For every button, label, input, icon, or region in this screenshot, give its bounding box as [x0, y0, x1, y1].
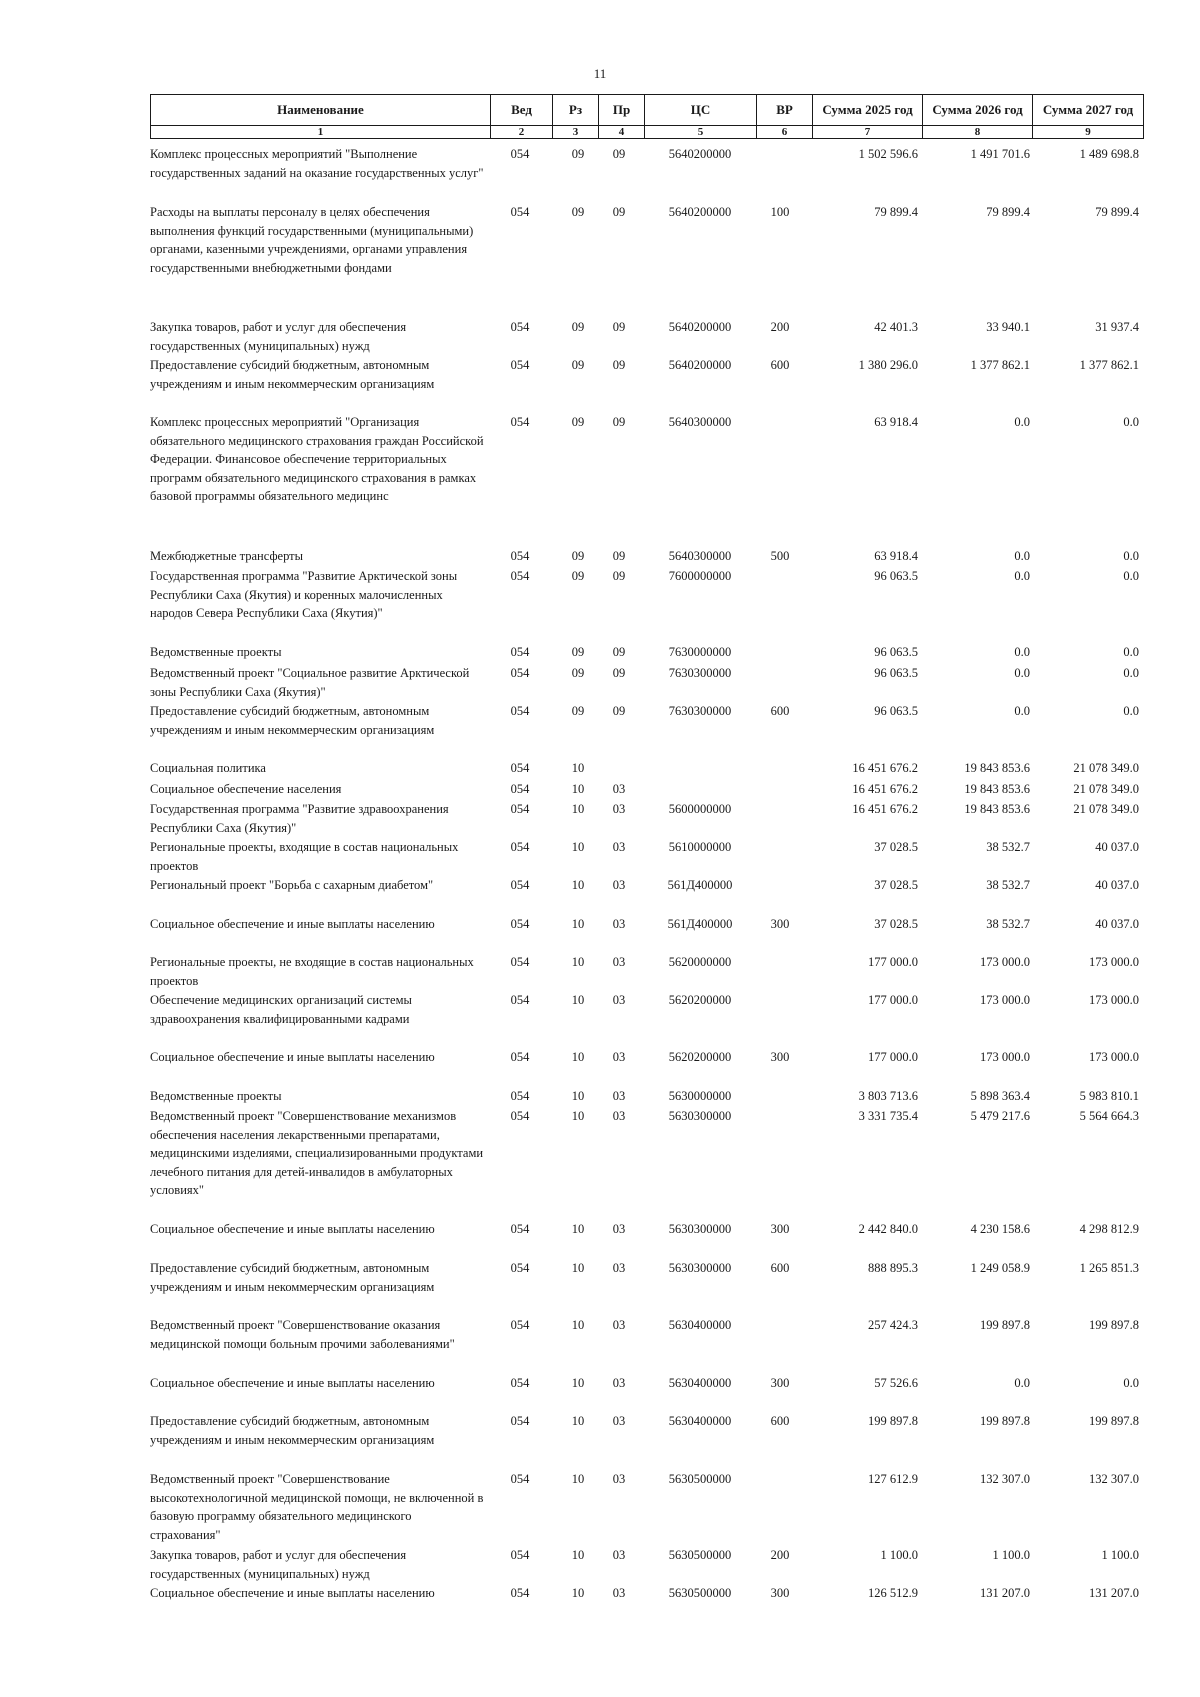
row-rz: 10	[571, 761, 585, 775]
row-sum-2025: 177 000.0	[868, 993, 918, 1007]
row-ved: 054	[510, 761, 530, 775]
row-sum-2026: 1 377 862.1	[970, 358, 1030, 372]
row-sum-2026: 33 940.1	[986, 320, 1030, 334]
row-vr: 600	[770, 704, 790, 718]
row-sum-2026: 0.0	[1014, 645, 1030, 659]
row-sum-2027: 79 899.4	[1095, 205, 1139, 219]
row-rz: 09	[571, 569, 585, 583]
row-name: Государственная программа "Развитие здравоохранения Республики Саха (Якутия)"	[150, 802, 449, 835]
row-sum-2027: 1 489 698.8	[1079, 147, 1139, 161]
header-sum-2025: Сумма 2025 год	[813, 95, 923, 126]
row-sum-2025: 42 401.3	[874, 320, 918, 334]
row-sum-2026: 0.0	[1014, 666, 1030, 680]
row-ved: 054	[510, 645, 530, 659]
row-sum-2025: 3 331 735.4	[858, 1109, 918, 1123]
row-sum-2027: 0.0	[1123, 415, 1139, 429]
row-vr: 200	[770, 320, 790, 334]
row-name: Ведомственный проект "Совершенствование механизмов обеспечения населения лекарственными препаратами, медицинскими изделиями, специализированными продуктами лечебного питания для детей-инвалидов в амбулаторных условиях"	[150, 1109, 484, 1197]
row-pr: 03	[612, 1376, 626, 1390]
row-sum-2027: 21 078 349.0	[1073, 761, 1139, 775]
row-pr: 03	[612, 993, 626, 1007]
header-sum-2027: Сумма 2027 год	[1033, 95, 1144, 126]
row-cs: 5640200000	[668, 358, 732, 372]
row-cs: 7600000000	[668, 569, 732, 583]
header-ved: Вед	[491, 95, 553, 126]
row-name: Предоставление субсидий бюджетным, автономным учреждениям и иным некоммерческим организациям	[150, 1261, 435, 1294]
row-sum-2026: 4 230 158.6	[970, 1222, 1030, 1236]
row-cs: 5640200000	[668, 320, 732, 334]
row-sum-2026: 173 000.0	[980, 1050, 1030, 1064]
row-sum-2025: 127 612.9	[868, 1472, 918, 1486]
row-vr: 500	[770, 549, 790, 563]
row-name: Социальное обеспечение и иные выплаты населению	[150, 1586, 435, 1600]
row-sum-2027: 5 983 810.1	[1079, 1089, 1139, 1103]
row-ved: 054	[510, 1318, 530, 1332]
row-ved: 054	[510, 415, 530, 429]
row-name: Региональные проекты, не входящие в состав национальных проектов	[150, 955, 474, 988]
row-sum-2026: 132 307.0	[980, 1472, 1030, 1486]
row-sum-2025: 199 897.8	[868, 1414, 918, 1428]
row-pr: 03	[612, 1472, 626, 1486]
row-sum-2025: 888 895.3	[868, 1261, 918, 1275]
row-sum-2027: 40 037.0	[1095, 878, 1139, 892]
row-name: Ведомственные проекты	[150, 1089, 282, 1103]
row-rz: 10	[571, 1050, 585, 1064]
row-ved: 054	[510, 666, 530, 680]
row-sum-2027: 21 078 349.0	[1073, 802, 1139, 816]
row-name: Государственная программа "Развитие Арктической зоны Республики Саха (Якутия) и коренных малочисленных народов Севера Республики Саха (Якутия)"	[150, 569, 458, 620]
row-rz: 10	[571, 1261, 585, 1275]
page-number: 11	[593, 66, 607, 81]
row-sum-2026: 19 843 853.6	[964, 802, 1030, 816]
row-sum-2026: 79 899.4	[986, 205, 1030, 219]
row-name: Ведомственный проект "Совершенствование высокотехнологичной медицинской помощи, не включенной в базовую программу обязательного медицинского страхования"	[150, 1472, 484, 1542]
row-sum-2025: 63 918.4	[874, 415, 918, 429]
header-rz: Рз	[553, 95, 599, 126]
row-rz: 09	[571, 549, 585, 563]
row-name: Предоставление субсидий бюджетным, автономным учреждениям и иным некоммерческим организациям	[150, 704, 435, 737]
row-sum-2026: 38 532.7	[986, 840, 1030, 854]
row-sum-2026: 38 532.7	[986, 917, 1030, 931]
row-sum-2026: 0.0	[1014, 704, 1030, 718]
row-ved: 054	[510, 1089, 530, 1103]
row-pr: 03	[612, 1222, 626, 1236]
row-rz: 10	[571, 1414, 585, 1428]
row-sum-2027: 0.0	[1123, 704, 1139, 718]
row-rz: 10	[571, 840, 585, 854]
row-rz: 10	[571, 802, 585, 816]
row-pr: 03	[612, 1089, 626, 1103]
row-ved: 054	[510, 993, 530, 1007]
row-cs: 5630400000	[668, 1414, 732, 1428]
row-sum-2026: 5 479 217.6	[970, 1109, 1030, 1123]
row-cs: 5630400000	[668, 1318, 732, 1332]
header-number: 8	[923, 126, 1033, 139]
row-name: Комплекс процессных мероприятий "Выполнение государственных заданий на оказание государственных услуг"	[150, 147, 484, 180]
row-sum-2026: 5 898 363.4	[970, 1089, 1030, 1103]
row-cs: 5630000000	[668, 1089, 732, 1103]
row-sum-2027: 1 265 851.3	[1079, 1261, 1139, 1275]
header-number: 4	[599, 126, 645, 139]
row-ved: 054	[510, 549, 530, 563]
row-pr: 09	[612, 569, 626, 583]
row-cs: 5620200000	[668, 1050, 732, 1064]
row-sum-2027: 40 037.0	[1095, 917, 1139, 931]
row-sum-2026: 131 207.0	[980, 1586, 1030, 1600]
row-rz: 09	[571, 704, 585, 718]
row-name: Закупка товаров, работ и услуг для обеспечения государственных (муниципальных) нужд	[150, 1548, 407, 1581]
row-rz: 10	[571, 1376, 585, 1390]
row-cs: 5630500000	[668, 1548, 732, 1562]
row-sum-2027: 199 897.8	[1089, 1318, 1139, 1332]
row-sum-2025: 16 451 676.2	[852, 782, 918, 796]
header-number: 3	[553, 126, 599, 139]
row-vr: 300	[770, 1050, 790, 1064]
row-sum-2027: 0.0	[1123, 549, 1139, 563]
row-pr: 09	[612, 415, 626, 429]
row-sum-2027: 0.0	[1123, 1376, 1139, 1390]
row-name: Социальная политика	[150, 761, 266, 775]
row-rz: 09	[571, 205, 585, 219]
row-sum-2027: 5 564 664.3	[1079, 1109, 1139, 1123]
row-sum-2025: 96 063.5	[874, 666, 918, 680]
row-vr: 300	[770, 1586, 790, 1600]
row-sum-2025: 16 451 676.2	[852, 802, 918, 816]
row-cs: 5630300000	[668, 1261, 732, 1275]
row-pr: 03	[612, 1050, 626, 1064]
row-sum-2027: 1 377 862.1	[1079, 358, 1139, 372]
row-sum-2026: 199 897.8	[980, 1318, 1030, 1332]
row-sum-2026: 1 249 058.9	[970, 1261, 1030, 1275]
row-cs: 5630400000	[668, 1376, 732, 1390]
row-sum-2027: 21 078 349.0	[1073, 782, 1139, 796]
row-pr: 03	[612, 878, 626, 892]
row-sum-2025: 3 803 713.6	[858, 1089, 918, 1103]
row-name: Социальное обеспечение и иные выплаты населению	[150, 917, 435, 931]
row-vr: 100	[770, 205, 790, 219]
row-sum-2026: 19 843 853.6	[964, 761, 1030, 775]
row-ved: 054	[510, 704, 530, 718]
row-rz: 10	[571, 1222, 585, 1236]
row-name: Ведомственный проект "Социальное развитие Арктической зоны Республики Саха (Якутия)"	[150, 666, 470, 699]
row-vr: 200	[770, 1548, 790, 1562]
row-pr: 09	[612, 549, 626, 563]
row-sum-2026: 0.0	[1014, 415, 1030, 429]
row-sum-2025: 63 918.4	[874, 549, 918, 563]
row-sum-2027: 0.0	[1123, 645, 1139, 659]
header-vr: ВР	[757, 95, 813, 126]
row-pr: 09	[612, 358, 626, 372]
row-sum-2026: 0.0	[1014, 569, 1030, 583]
header-number: 1	[151, 126, 491, 139]
row-name: Социальное обеспечение и иные выплаты населению	[150, 1050, 435, 1064]
row-name: Региональный проект "Борьба с сахарным диабетом"	[150, 878, 434, 892]
row-rz: 10	[571, 1472, 585, 1486]
row-sum-2025: 37 028.5	[874, 878, 918, 892]
row-sum-2026: 19 843 853.6	[964, 782, 1030, 796]
row-cs: 7630300000	[668, 666, 732, 680]
row-sum-2025: 1 502 596.6	[858, 147, 918, 161]
row-rz: 09	[571, 645, 585, 659]
row-ved: 054	[510, 1222, 530, 1236]
row-cs: 5620200000	[668, 993, 732, 1007]
row-cs: 561Д400000	[667, 878, 733, 892]
header-pr: Пр	[599, 95, 645, 126]
row-sum-2026: 173 000.0	[980, 993, 1030, 1007]
row-name: Социальное обеспечение населения	[150, 782, 342, 796]
row-vr: 300	[770, 1222, 790, 1236]
row-vr: 600	[770, 1414, 790, 1428]
row-ved: 054	[510, 569, 530, 583]
row-sum-2025: 57 526.6	[874, 1376, 918, 1390]
row-sum-2026: 1 491 701.6	[970, 147, 1030, 161]
row-sum-2027: 173 000.0	[1089, 993, 1139, 1007]
row-rz: 10	[571, 1109, 585, 1123]
row-vr: 600	[770, 1261, 790, 1275]
row-rz: 09	[571, 666, 585, 680]
row-sum-2025: 37 028.5	[874, 840, 918, 854]
row-ved: 054	[510, 878, 530, 892]
row-name: Предоставление субсидий бюджетным, автономным учреждениям и иным некоммерческим организациям	[150, 1414, 435, 1447]
row-ved: 054	[510, 802, 530, 816]
row-pr: 03	[612, 1261, 626, 1275]
row-sum-2027: 1 100.0	[1101, 1548, 1139, 1562]
row-pr: 09	[612, 205, 626, 219]
row-rz: 10	[571, 955, 585, 969]
row-ved: 054	[510, 1050, 530, 1064]
row-sum-2027: 31 937.4	[1095, 320, 1139, 334]
row-sum-2025: 177 000.0	[868, 1050, 918, 1064]
row-sum-2025: 2 442 840.0	[858, 1222, 918, 1236]
row-pr: 09	[612, 645, 626, 659]
row-ved: 054	[510, 955, 530, 969]
row-ved: 054	[510, 1414, 530, 1428]
row-ved: 054	[510, 147, 530, 161]
row-name: Межбюджетные трансферты	[150, 549, 304, 563]
row-pr: 03	[612, 1414, 626, 1428]
row-name: Комплекс процессных мероприятий "Организация обязательного медицинского страхования граждан Российской Федерации. Финансовое обеспечение территориальных программ обязательного медицинского страхования в рамках базовой программы обязательного медицинс	[150, 415, 484, 503]
row-rz: 10	[571, 782, 585, 796]
row-sum-2025: 37 028.5	[874, 917, 918, 931]
row-rz: 10	[571, 993, 585, 1007]
row-cs: 7630000000	[668, 645, 732, 659]
row-sum-2025: 1 380 296.0	[858, 358, 918, 372]
row-name: Социальное обеспечение и иные выплаты населению	[150, 1222, 435, 1236]
row-rz: 09	[571, 147, 585, 161]
row-pr: 03	[612, 802, 626, 816]
row-sum-2026: 0.0	[1014, 1376, 1030, 1390]
row-cs: 5640300000	[668, 549, 732, 563]
row-vr: 300	[770, 1376, 790, 1390]
row-name: Обеспечение медицинских организаций системы здравоохранения квалифицированными кадрами	[150, 993, 412, 1026]
row-name: Региональные проекты, входящие в состав национальных проектов	[150, 840, 459, 873]
row-pr: 09	[612, 147, 626, 161]
header-name: Наименование	[151, 95, 491, 126]
row-sum-2025: 257 424.3	[868, 1318, 918, 1332]
row-sum-2025: 96 063.5	[874, 569, 918, 583]
row-ved: 054	[510, 1586, 530, 1600]
row-cs: 561Д400000	[667, 917, 733, 931]
row-cs: 7630300000	[668, 704, 732, 718]
row-ved: 054	[510, 1376, 530, 1390]
row-rz: 10	[571, 1318, 585, 1332]
row-rz: 10	[571, 1548, 585, 1562]
row-ved: 054	[510, 782, 530, 796]
row-sum-2025: 177 000.0	[868, 955, 918, 969]
row-pr: 03	[612, 782, 626, 796]
row-cs: 5630500000	[668, 1472, 732, 1486]
row-name: Предоставление субсидий бюджетным, автономным учреждениям и иным некоммерческим организациям	[150, 358, 435, 391]
row-cs: 5640200000	[668, 147, 732, 161]
row-cs: 5610000000	[668, 840, 732, 854]
row-name: Социальное обеспечение и иные выплаты населению	[150, 1376, 435, 1390]
row-ved: 054	[510, 917, 530, 931]
row-ved: 054	[510, 1109, 530, 1123]
row-cs: 5640200000	[668, 205, 732, 219]
row-pr: 03	[612, 917, 626, 931]
row-rz: 09	[571, 320, 585, 334]
header-number: 2	[491, 126, 553, 139]
row-sum-2026: 173 000.0	[980, 955, 1030, 969]
row-sum-2027: 0.0	[1123, 666, 1139, 680]
row-name: Расходы на выплаты персоналу в целях обеспечения выполнения функций государственными (муниципальными) органами, казенными учреждениями, органами управления государственными внебюджетными фондами	[150, 205, 474, 275]
row-sum-2025: 96 063.5	[874, 704, 918, 718]
row-rz: 09	[571, 358, 585, 372]
row-vr: 600	[770, 358, 790, 372]
row-pr: 03	[612, 1109, 626, 1123]
row-sum-2027: 131 207.0	[1089, 1586, 1139, 1600]
row-sum-2026: 38 532.7	[986, 878, 1030, 892]
header-cs: ЦС	[645, 95, 757, 126]
row-rz: 10	[571, 1586, 585, 1600]
row-ved: 054	[510, 1472, 530, 1486]
row-sum-2027: 199 897.8	[1089, 1414, 1139, 1428]
row-cs: 5600000000	[668, 802, 732, 816]
row-sum-2026: 199 897.8	[980, 1414, 1030, 1428]
row-name: Ведомственные проекты	[150, 645, 282, 659]
row-ved: 054	[510, 358, 530, 372]
row-cs: 5630500000	[668, 1586, 732, 1600]
header-number: 9	[1033, 126, 1144, 139]
row-sum-2027: 132 307.0	[1089, 1472, 1139, 1486]
row-sum-2025: 16 451 676.2	[852, 761, 918, 775]
row-sum-2027: 0.0	[1123, 569, 1139, 583]
row-sum-2025: 1 100.0	[880, 1548, 918, 1562]
row-vr: 300	[770, 917, 790, 931]
row-sum-2027: 40 037.0	[1095, 840, 1139, 854]
header-number: 5	[645, 126, 757, 139]
row-pr: 09	[612, 320, 626, 334]
row-cs: 5630300000	[668, 1109, 732, 1123]
row-pr: 03	[612, 955, 626, 969]
row-rz: 09	[571, 415, 585, 429]
row-sum-2025: 126 512.9	[868, 1586, 918, 1600]
header-sum-2026: Сумма 2026 год	[923, 95, 1033, 126]
row-pr: 09	[612, 666, 626, 680]
row-pr: 09	[612, 704, 626, 718]
row-ved: 054	[510, 840, 530, 854]
row-name: Ведомственный проект "Совершенствование оказания медицинской помощи больным прочими заболеваниями"	[150, 1318, 455, 1351]
row-pr: 03	[612, 840, 626, 854]
row-cs: 5640300000	[668, 415, 732, 429]
row-ved: 054	[510, 1261, 530, 1275]
row-rz: 10	[571, 878, 585, 892]
row-ved: 054	[510, 205, 530, 219]
row-sum-2026: 0.0	[1014, 549, 1030, 563]
header-number: 6	[757, 126, 813, 139]
row-ved: 054	[510, 1548, 530, 1562]
row-sum-2026: 1 100.0	[992, 1548, 1030, 1562]
row-cs: 5620000000	[668, 955, 732, 969]
row-sum-2027: 173 000.0	[1089, 955, 1139, 969]
row-rz: 10	[571, 1089, 585, 1103]
row-rz: 10	[571, 917, 585, 931]
row-sum-2025: 79 899.4	[874, 205, 918, 219]
row-name: Закупка товаров, работ и услуг для обеспечения государственных (муниципальных) нужд	[150, 320, 407, 353]
header-number: 7	[813, 126, 923, 139]
row-pr: 03	[612, 1586, 626, 1600]
row-sum-2025: 96 063.5	[874, 645, 918, 659]
row-ved: 054	[510, 320, 530, 334]
row-pr: 03	[612, 1548, 626, 1562]
row-pr: 03	[612, 1318, 626, 1332]
row-sum-2027: 4 298 812.9	[1079, 1222, 1139, 1236]
row-cs: 5630300000	[668, 1222, 732, 1236]
row-sum-2027: 173 000.0	[1089, 1050, 1139, 1064]
